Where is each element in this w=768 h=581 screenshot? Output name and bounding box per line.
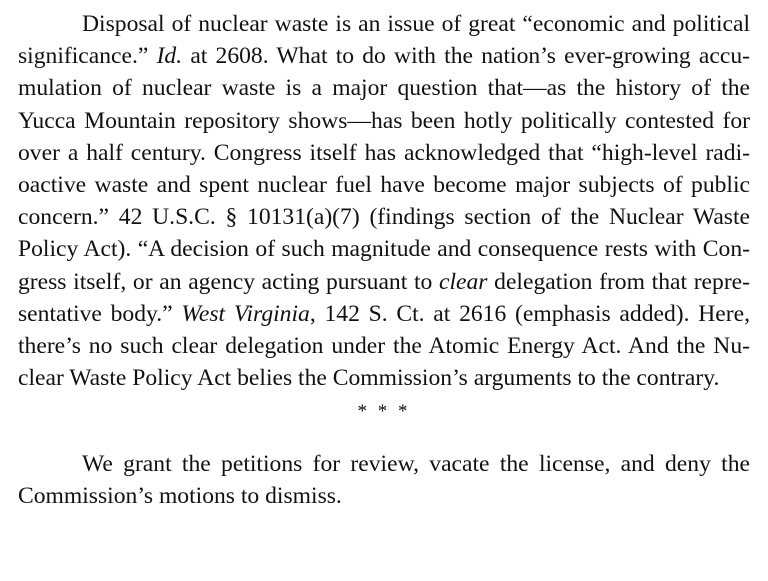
text-line: over a half century. Congress itself has acknowledged that “high-level radi- [18,139,750,166]
opinion-excerpt [18,8,750,513]
paragraph-disposition [18,448,750,512]
text-line: Policy Act). “A decision of such magnitude and consequence rests with Con- [18,236,750,263]
paragraph-disposal [18,8,750,394]
text-line: there’s no such clear delegation under the Atomic Energy Act. And the Nu- [18,332,750,359]
text-line: Disposal of nuclear waste is an issue of great “economic and political [82,11,750,37]
text-line: Commission’s motions to dismiss. [18,483,342,510]
text-line: sentative body.” West Virginia, 142 S. Ct. at 2616 (emphasis added). Here, [18,300,750,327]
text-line: mulation of nuclear waste is a major question that—as the history of the [18,75,750,102]
case-citation-west-virginia: West Virginia [181,300,310,327]
text-line: gress itself, or an agency acting pursuant to clear delegation from that repre- [18,268,751,295]
text-line: significance.” Id. at 2608. What to do with the nation’s ever-growing accu- [18,43,750,70]
section-separator: * * * [357,401,411,423]
emphasized-word: clear [438,268,488,295]
text-line: concern.” 42 U.S.C. § 10131(a)(7) (findings section of the Nuclear Waste [18,204,750,231]
text-line: oactive waste and spent nuclear fuel have become major subjects of public [18,171,750,198]
case-citation-id: Id. [156,43,183,70]
text-line: We grant the petitions for review, vacate the license, and deny the [82,451,750,478]
text-line: clear Waste Policy Act belies the Commission’s arguments to the contrary. [18,365,720,392]
text-line: Yucca Mountain repository shows—has been hotly politically contested for [18,107,750,134]
